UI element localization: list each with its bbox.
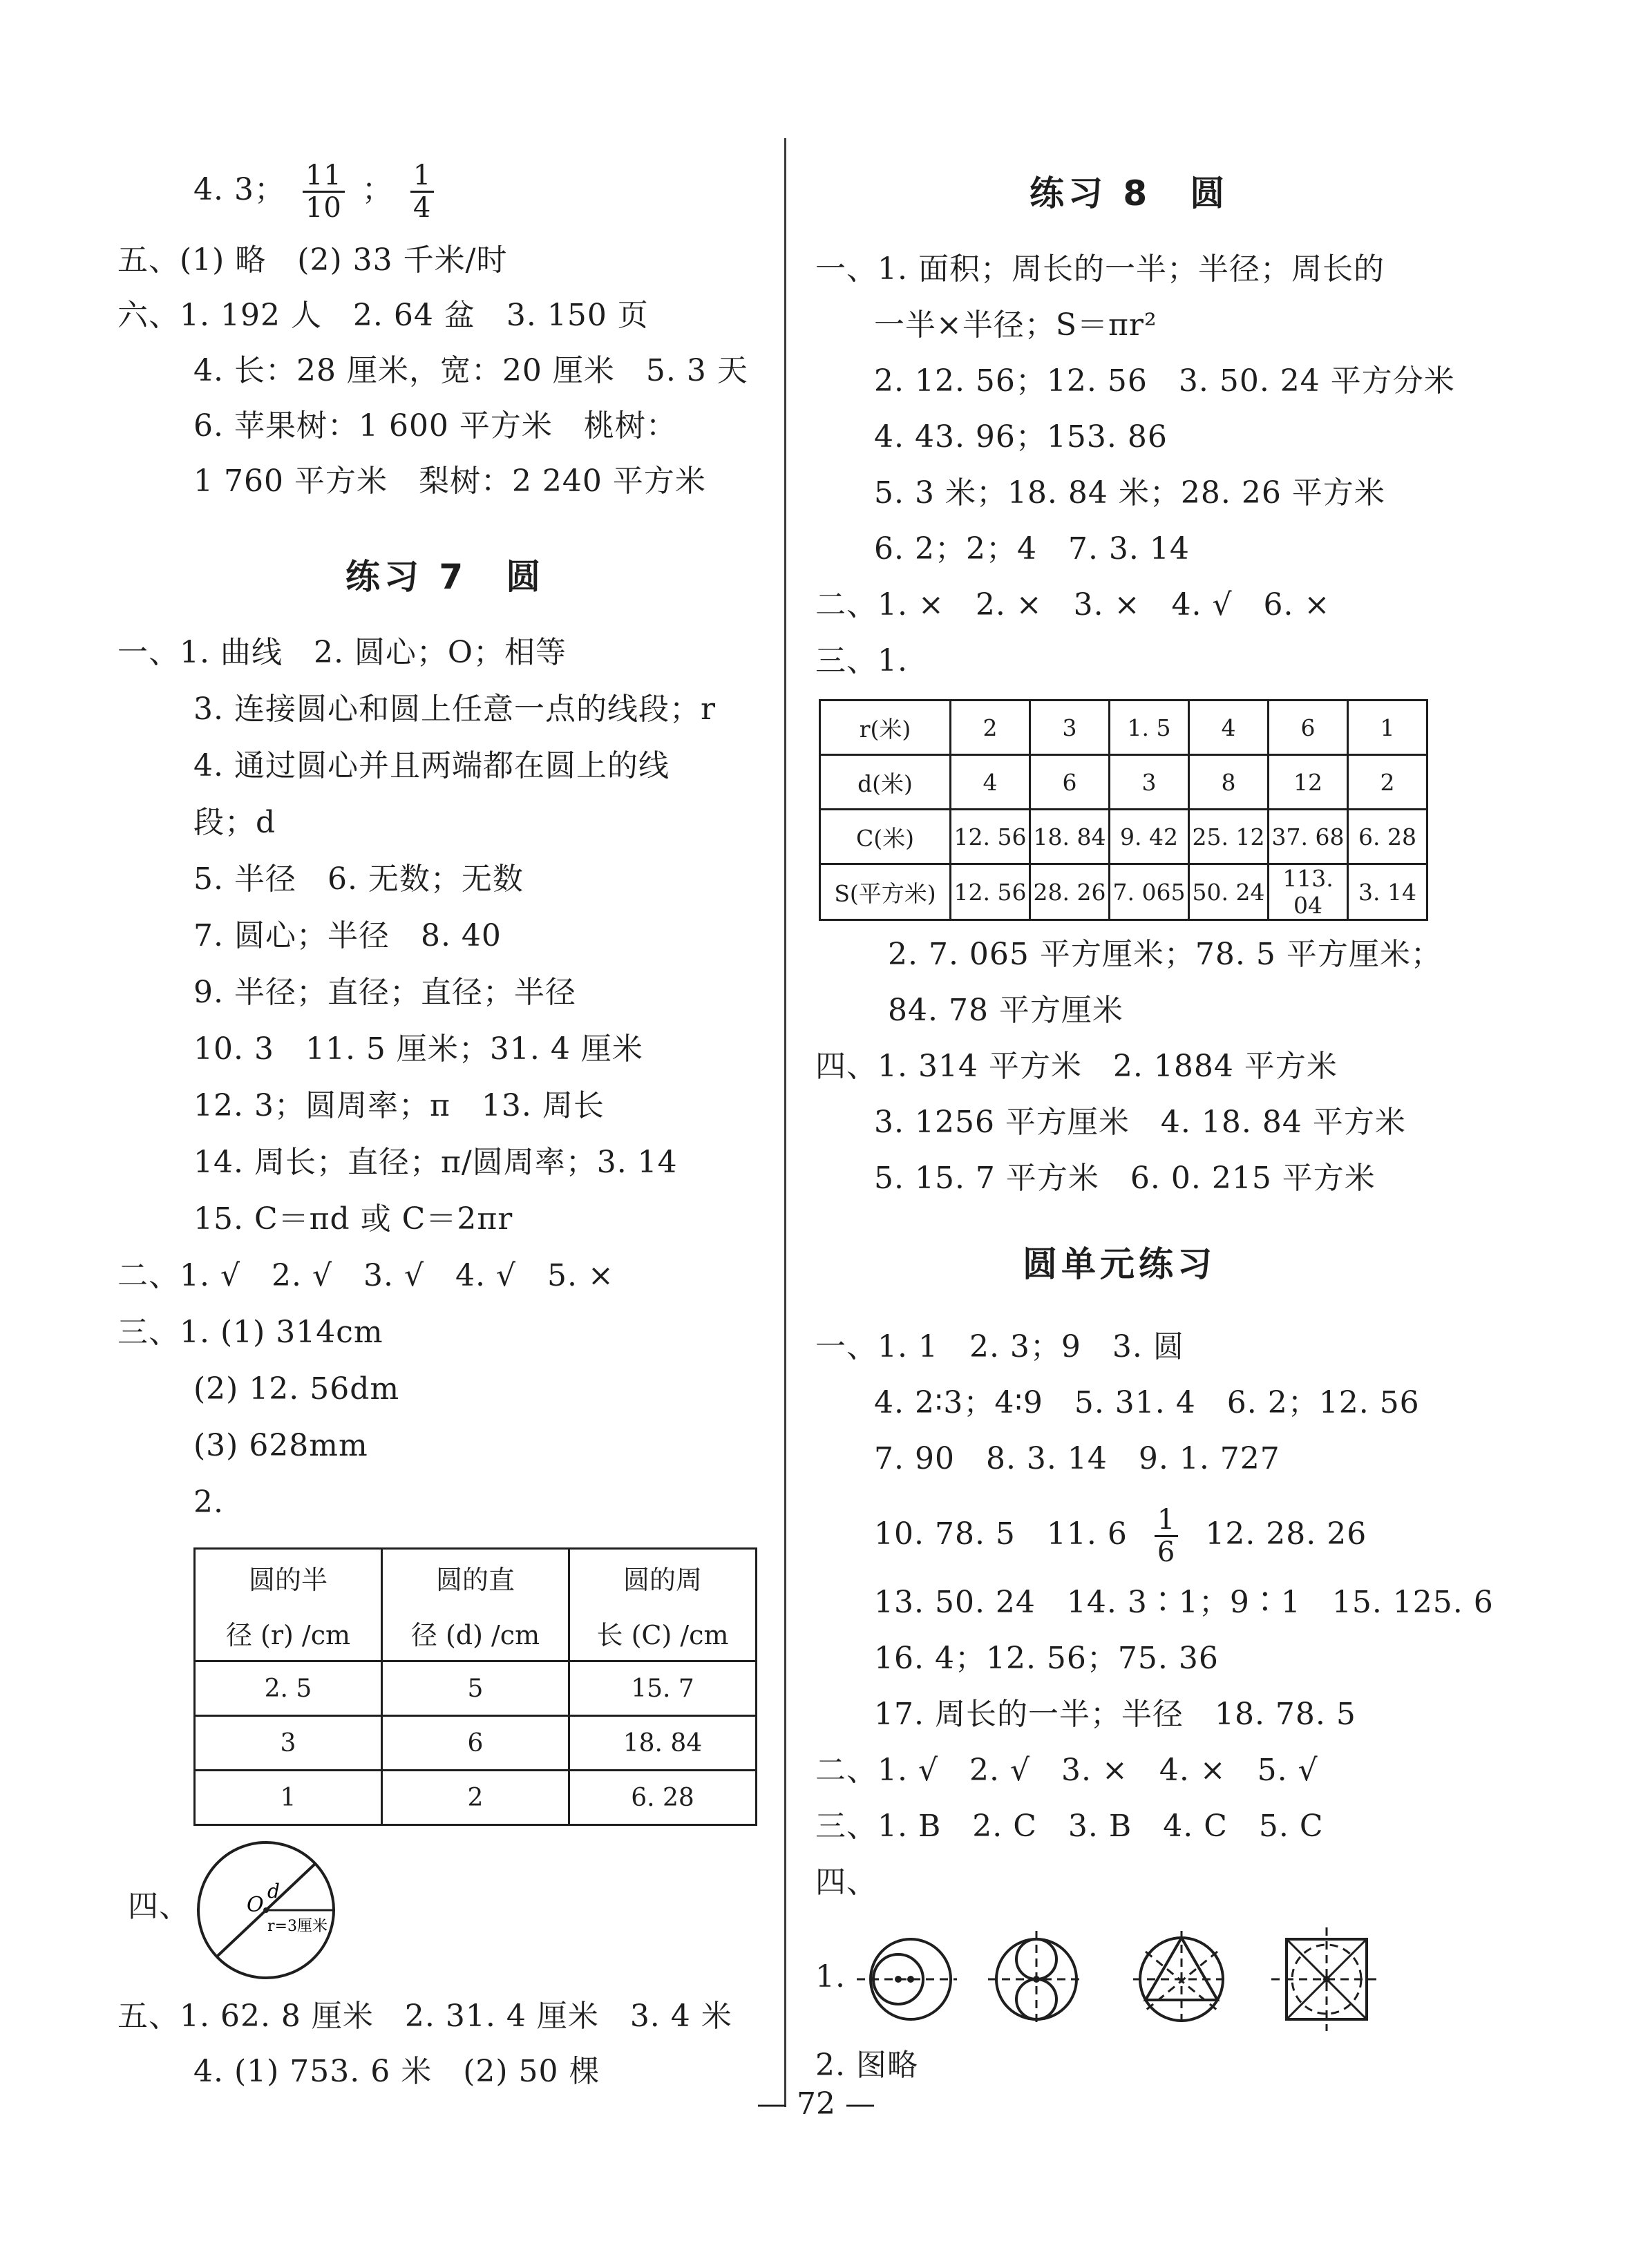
table-row — [820, 864, 1427, 920]
column-divider — [784, 138, 786, 2107]
answer-line: 四、 — [128, 1889, 190, 1924]
table-cell: 6 — [382, 1716, 569, 1771]
answer-line: 5. 半径 6. 无数；无数 — [193, 861, 524, 897]
answer-line: 7. 圆心；半径 8. 40 — [193, 918, 502, 953]
figure-concentric-circles — [857, 1939, 957, 2019]
answer-text: 10. 78. 5 11. 6 — [874, 1516, 1128, 1552]
table-cell: 3 — [195, 1716, 382, 1771]
answer-line: 四、1. 314 平方米 2. 1884 平方米 — [815, 1049, 1338, 1084]
answer-text: 4. 3； — [193, 172, 285, 207]
answer-line: 4. 43. 96；153. 86 — [874, 419, 1168, 455]
answer-line: 4. (1) 753. 6 米 (2) 50 棵 — [193, 2054, 600, 2089]
table-row — [820, 755, 1427, 810]
table-header-cell: 圆的半 — [195, 1549, 382, 1605]
table-row — [195, 1661, 757, 1716]
radius-label: r=3厘米 — [267, 1918, 328, 1935]
table-cell: 7. 065 — [1110, 864, 1189, 920]
table-cell: 3 — [1030, 701, 1110, 755]
table-cell: 2. 5 — [195, 1661, 382, 1716]
answer-line: 二、1. × 2. × 3. × 4. √ 6. × — [815, 587, 1331, 622]
answer-line: 五、1. 62. 8 厘米 2. 31. 4 厘米 3. 4 米 — [117, 1999, 732, 2034]
answer-line: 1. — [815, 1959, 846, 1994]
table-header-row — [195, 1605, 757, 1661]
answer-line: (3) 628mm — [193, 1428, 368, 1463]
answer-line: 段；d — [193, 805, 276, 840]
table-cell: 6. 28 — [1348, 810, 1427, 864]
right-column — [815, 0, 1632, 2268]
answer-line: 3. 1256 平方厘米 4. 18. 84 平方米 — [874, 1105, 1406, 1140]
table-cell: 4 — [1189, 701, 1269, 755]
table-cell: 15. 7 — [569, 1661, 757, 1716]
table-cell: 6. 28 — [569, 1771, 757, 1825]
answer-line: 10. 3 11. 5 厘米；31. 4 厘米 — [193, 1031, 643, 1067]
table-cell: 37. 68 — [1269, 810, 1348, 864]
answer-line: 2. 7. 065 平方厘米；78. 5 平方厘米； — [888, 937, 1442, 972]
answer-line: 一、1. 曲线 2. 圆心；O；相等 — [117, 635, 567, 670]
table-cell: 12. 56 — [951, 810, 1030, 864]
table-cell: 4 — [951, 755, 1030, 810]
table-row — [820, 810, 1427, 864]
answer-line: 2. 图略 — [815, 2048, 918, 2083]
circle-diagram — [190, 1834, 342, 1986]
table-cell: 2 — [951, 701, 1030, 755]
answer-line: 14. 周长；直径；π/圆周率；3. 14 — [193, 1145, 678, 1180]
diameter-label: d — [267, 1880, 280, 1903]
answer-line: 4. 长：28 厘米，宽：20 厘米 5. 3 天 — [193, 353, 748, 388]
page-number: — 72 — — [757, 2086, 875, 2122]
answer-line: 二、1. √ 2. √ 3. × 4. × 5. √ — [815, 1753, 1318, 1788]
table-header-cell: 长 (C) /cm — [569, 1605, 757, 1661]
fraction — [1155, 1505, 1178, 1567]
circle-pattern-figures — [857, 1924, 1548, 2034]
answer-line: 16. 4；12. 56；75. 36 — [874, 1641, 1219, 1676]
table-cell: 8 — [1189, 755, 1269, 810]
fraction — [303, 160, 345, 223]
answer-line: 3. 连接圆心和圆上任意一点的线段；r — [193, 692, 716, 727]
answer-line: 一半×半径；S＝πr² — [874, 307, 1157, 343]
fraction — [410, 160, 434, 223]
table-cell: 5 — [382, 1661, 569, 1716]
answer-text: 12. 28. 26 — [1205, 1516, 1367, 1552]
circle-measure-table — [193, 1547, 757, 1826]
answer-line: 17. 周长的一半；半径 18. 78. 5 — [874, 1697, 1356, 1732]
answer-line: 三、1. (1) 314cm — [117, 1315, 383, 1350]
fraction-numerator: 1 — [410, 160, 434, 193]
answer-line — [193, 160, 441, 223]
answer-line: 5. 15. 7 平方米 6. 0. 215 平方米 — [874, 1161, 1376, 1196]
answer-line: 13. 50. 24 14. 3∶1；9∶1 15. 125. 6 — [874, 1585, 1494, 1620]
answer-line: 4. 2∶3；4∶9 5. 31. 4 6. 2；12. 56 — [874, 1385, 1420, 1420]
table-cell: 1 — [195, 1771, 382, 1825]
table-header-cell: 圆的直 — [382, 1549, 569, 1605]
section-heading: 圆单元练习 — [1023, 1244, 1216, 1284]
table-cell: S(平方米) — [820, 864, 951, 920]
figure-yin-yang-circles — [988, 1931, 1085, 2028]
answer-line — [874, 1505, 1367, 1567]
table-cell: 6 — [1269, 701, 1348, 755]
table-cell: 12 — [1269, 755, 1348, 810]
table-row — [820, 701, 1427, 755]
table-cell: 2 — [1348, 755, 1427, 810]
answer-line: 84. 78 平方厘米 — [888, 993, 1123, 1028]
fraction-denominator: 10 — [305, 192, 342, 224]
answer-line: 15. C＝πd 或 C＝2πr — [193, 1201, 513, 1237]
table-cell: 28. 26 — [1030, 864, 1110, 920]
table-cell: d(米) — [820, 755, 951, 810]
answer-line: 2. — [193, 1485, 224, 1520]
table-cell: 113. 04 — [1269, 864, 1348, 920]
radius-area-table — [819, 699, 1428, 921]
table-cell: C(米) — [820, 810, 951, 864]
answer-line: (2) 12. 56dm — [193, 1371, 400, 1407]
figure-circle-triangle — [1133, 1931, 1230, 2028]
fraction-denominator: 4 — [412, 192, 432, 224]
table-cell: 9. 42 — [1110, 810, 1189, 864]
answer-line: 9. 半径；直径；直径；半径 — [193, 975, 576, 1010]
section-heading: 练习 7 圆 — [345, 557, 545, 597]
table-header-cell: 圆的周 — [569, 1549, 757, 1605]
table-cell: 18. 84 — [569, 1716, 757, 1771]
table-cell: 18. 84 — [1030, 810, 1110, 864]
table-cell: 50. 24 — [1189, 864, 1269, 920]
answer-line: 6. 苹果树：1 600 平方米 桃树： — [193, 408, 677, 444]
circle-center-dot — [263, 1907, 269, 1913]
answer-line: 五、(1) 略 (2) 33 千米/时 — [117, 242, 508, 278]
answer-line: 12. 3；圆周率；π 13. 周长 — [193, 1088, 605, 1123]
answer-line: 六、1. 192 人 2. 64 盆 3. 150 页 — [117, 298, 649, 333]
table-row — [195, 1716, 757, 1771]
table-cell: 6 — [1030, 755, 1110, 810]
left-column — [0, 0, 781, 2268]
answer-line: 5. 3 米；18. 84 米；28. 26 平方米 — [874, 475, 1385, 511]
center-label: O — [247, 1893, 264, 1917]
answer-line: 三、1. B 2. C 3. B 4. C 5. C — [815, 1809, 1324, 1844]
answer-line: 7. 90 8. 3. 14 9. 1. 727 — [874, 1441, 1280, 1476]
figure-circle-square — [1271, 1927, 1382, 2031]
table-cell: 12. 56 — [951, 864, 1030, 920]
table-header-row — [195, 1549, 757, 1605]
table-cell: 1 — [1348, 701, 1427, 755]
answer-line: 一、1. 面积；周长的一半；半径；周长的 — [815, 251, 1385, 287]
table-header-cell: 径 (r) /cm — [195, 1605, 382, 1661]
table-cell: 25. 12 — [1189, 810, 1269, 864]
section-heading: 练习 8 圆 — [1030, 173, 1229, 213]
fraction-numerator: 11 — [303, 160, 345, 193]
answer-line: 一、1. 1 2. 3；9 3. 圆 — [815, 1329, 1184, 1364]
answer-line: 1 760 平方米 梨树：2 240 平方米 — [193, 464, 706, 499]
answer-line: 4. 通过圆心并且两端都在圆上的线 — [193, 748, 670, 783]
answer-line: 6. 2；2；4 7. 3. 14 — [874, 531, 1190, 566]
fraction-numerator: 1 — [1155, 1505, 1178, 1537]
answer-line: 2. 12. 56；12. 56 3. 50. 24 平方分米 — [874, 363, 1455, 399]
answer-text: ； — [361, 172, 393, 207]
answer-line: 三、1. — [815, 643, 908, 678]
table-header-cell: 径 (d) /cm — [382, 1605, 569, 1661]
fraction-denominator: 6 — [1157, 1536, 1176, 1568]
table-cell: 2 — [382, 1771, 569, 1825]
answer-line: 二、1. √ 2. √ 3. √ 4. √ 5. × — [117, 1258, 614, 1293]
table-cell: 3 — [1110, 755, 1189, 810]
table-row — [195, 1771, 757, 1825]
table-cell: 3. 14 — [1348, 864, 1427, 920]
table-cell: r(米) — [820, 701, 951, 755]
answer-line: 四、 — [815, 1865, 877, 1900]
table-cell: 1. 5 — [1110, 701, 1189, 755]
